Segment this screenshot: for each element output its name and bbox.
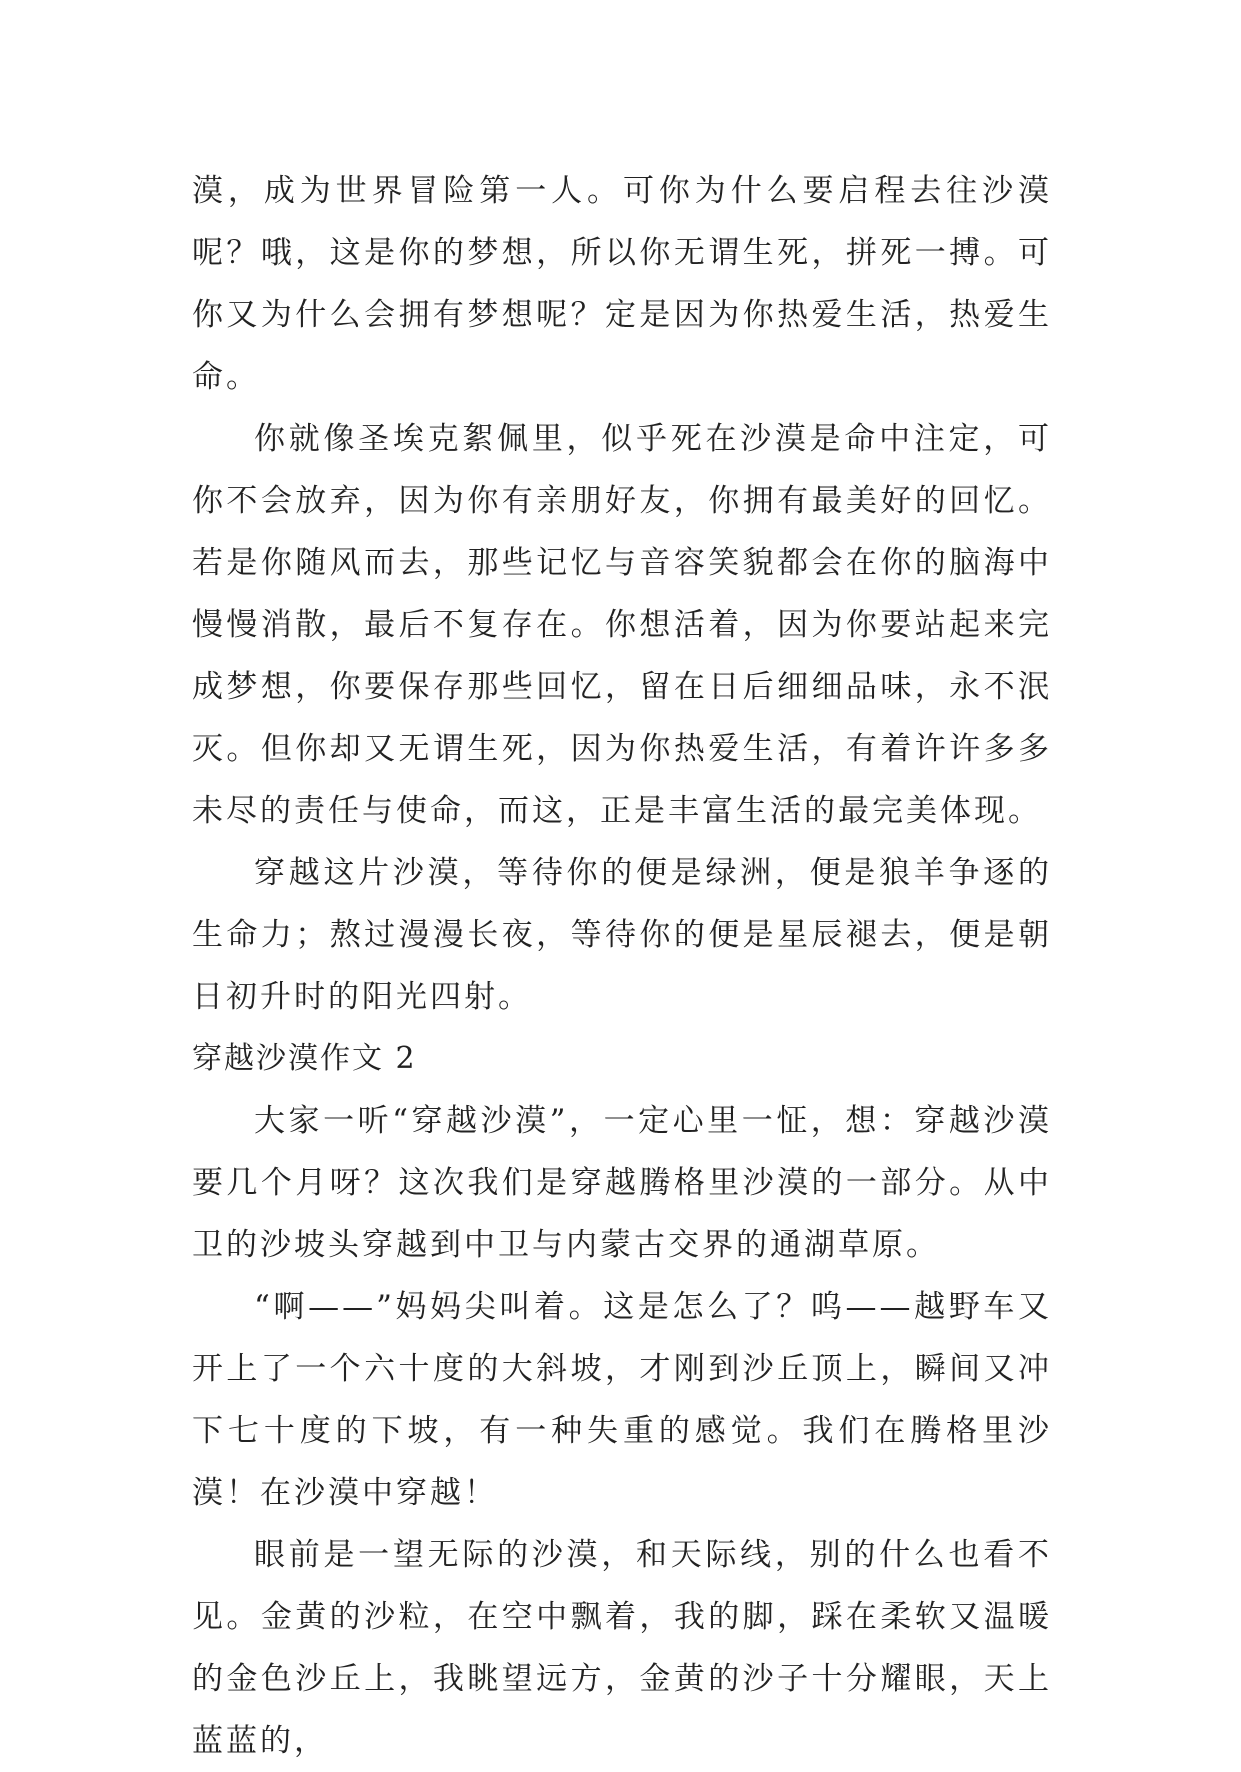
paragraph-5: “啊——”妈妈尖叫着。这是怎么了？呜——越野车又开上了一个六十度的大斜坡，才刚到沙丘顶上，瞬间又冲下七十度的下坡，有一种失重的感觉。我们在腾格里沙漠！在沙漠中穿越！ — [192, 1289, 1052, 1511]
section-heading: 穿越沙漠作文 2 — [192, 1041, 417, 1076]
paragraph-3: 穿越这片沙漠，等待你的便是绿洲，便是狼羊争逐的生命力；熬过漫漫长夜，等待你的便是星辰褪去，便是朝日初升时的阳光四射。 — [192, 855, 1052, 1015]
document-body — [192, 160, 1052, 1772]
paragraph-2: 你就像圣埃克絮佩里，似乎死在沙漠是命中注定，可你不会放弃，因为你有亲朋好友，你拥有最美好的回忆。若是你随风而去，那些记忆与音容笑貌都会在你的脑海中慢慢消散，最后不复存在。你想活着，因为你要站起来完成梦想，你要保存那些回忆，留在日后细细品味，永不泯灭。但你却又无谓生死，因为你热爱生活，有着许许多多未尽的责任与使命，而这，正是丰富生活的最完美体现。 — [192, 421, 1052, 829]
paragraph-4: 大家一听“穿越沙漠”，一定心里一怔，想：穿越沙漠要几个月呀？这次我们是穿越腾格里沙漠的一部分。从中卫的沙坡头穿越到中卫与内蒙古交界的通湖草原。 — [192, 1103, 1052, 1263]
paragraph-6: 眼前是一望无际的沙漠，和天际线，别的什么也看不见。金黄的沙粒，在空中飘着，我的脚，踩在柔软又温暖的金色沙丘上，我眺望远方，金黄的沙子十分耀眼，天上蓝蓝的， — [192, 1537, 1052, 1759]
paragraph-1: 漠，成为世界冒险第一人。可你为什么要启程去往沙漠呢？哦，这是你的梦想，所以你无谓生死，拼死一搏。可你又为什么会拥有梦想呢？定是因为你热爱生活，热爱生命。 — [192, 173, 1052, 395]
